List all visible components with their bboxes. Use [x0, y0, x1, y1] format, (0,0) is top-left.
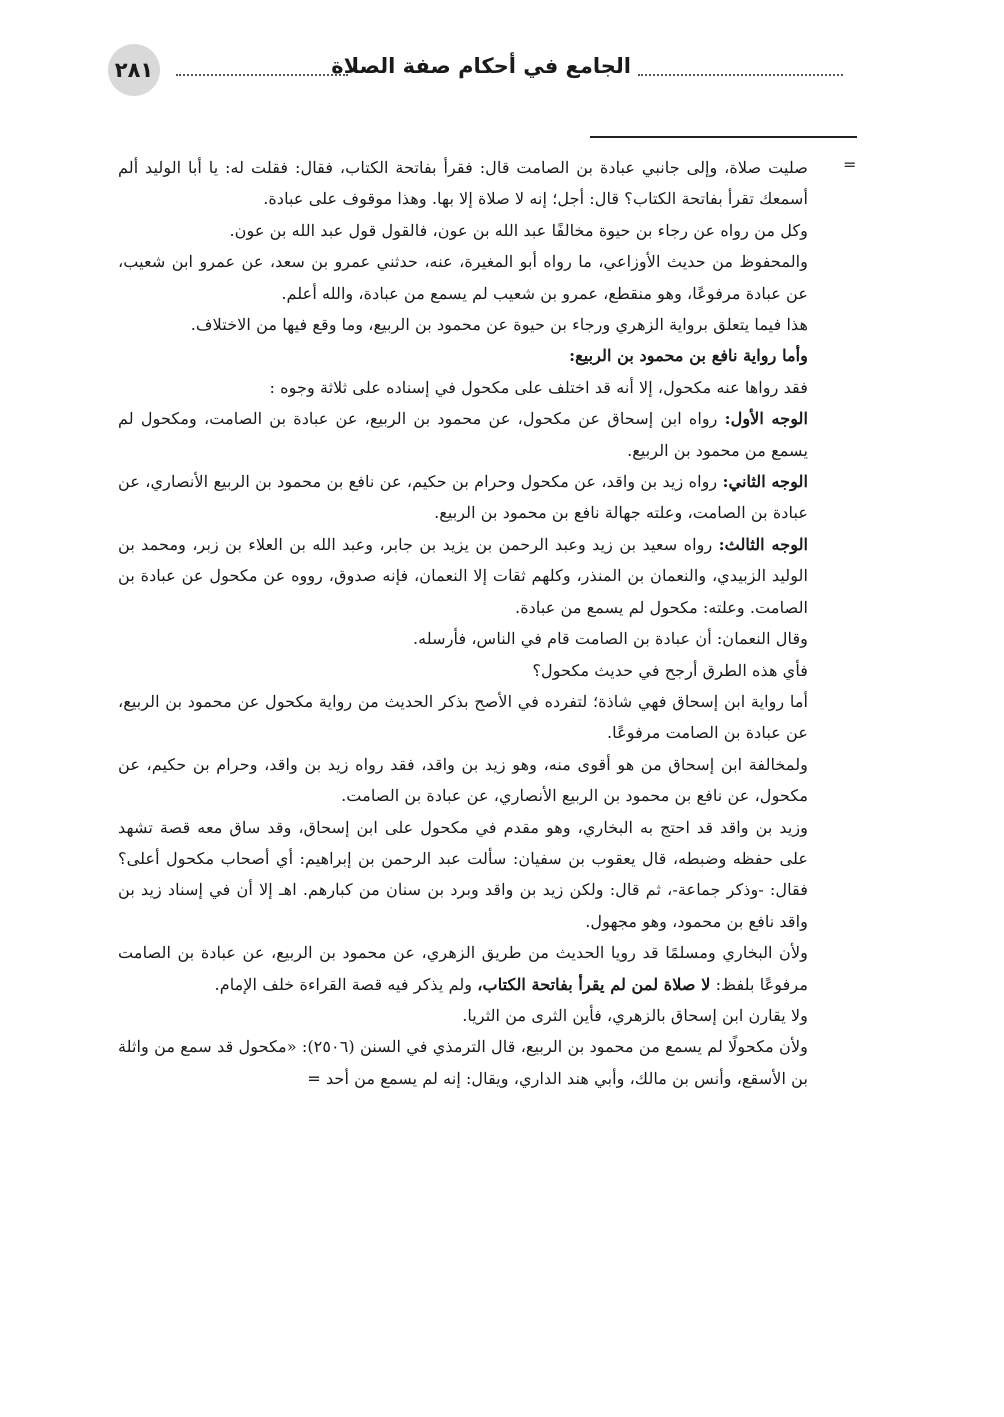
page-header [108, 44, 853, 104]
section-heading: وأما رواية نافع بن محمود بن الربيع: [569, 346, 808, 366]
paragraph: الوجه الثالث: رواه سعيد بن زيد وعبد الرحمن بن يزيد بن جابر، وعبد الله بن العلاء بن زبر، ومحمد بن الوليد الزبيدي، والنعمان بن المنذر، وكلهم ثقات إلا النعمان، فإنه صدوق، رووه عن مكحول عن عبادة بن الصامت. وعلته: مكحول لم يسمع من عبادة. [118, 534, 808, 617]
paragraph: وزيد بن واقد قد احتج به البخاري، وهو مقدم في مكحول على ابن إسحاق، وقد ساق معه قصة تشهد على حفظه وضبطه، قال يعقوب بن سفيان: سألت عبد الرحمن بن إبراهيم: أي أصحاب مكحول أعلى؟ فقال: -وذكر جماعة-، ثم قال: ولكن زيد بن واقد وبرد بن سنان من كبارهم. اهـ إلا أن في إسناد زيد بن واقد نافع بن محمود، وهو مجهول. [118, 817, 808, 931]
paragraph: الوجه الثاني: رواه زيد بن واقد، عن مكحول وحرام بن حكيم، عن نافع بن محمود بن الربيع الأنصاري، عن عبادة بن الصامت، وعلته جهالة نافع بن محمود بن الربيع. [118, 472, 808, 523]
paragraph: ولا يقارن ابن إسحاق بالزهري، فأين الثرى من الثريا. [462, 1005, 808, 1025]
paragraph: وكل من رواه عن رجاء بن حيوة مخالفًا عبد الله بن عون، فالقول قول عبد الله بن عون. [229, 220, 808, 240]
running-title: الجامع في أحكام صفة الصلاة [331, 54, 631, 78]
page-number-badge: ٢٨١ [108, 44, 160, 96]
paragraph: ولمخالفة ابن إسحاق من هو أقوى منه، وهو زيد بن واقد، فقد رواه زيد بن واقد، وحرام بن حكيم، عن مكحول، عن نافع بن محمود بن الربيع الأنصاري، عن عبادة بن الصامت. [118, 754, 808, 806]
header-dotted-leader-left [176, 74, 348, 76]
continuation-mark: = [843, 155, 857, 174]
paragraph: أما رواية ابن إسحاق فهي شاذة؛ لتفرده في الأصح بذكر الحديث من رواية مكحول عن محمود بن الربيع، عن عبادة بن الصامت مرفوعًا. [118, 691, 808, 743]
paragraph: فأي هذه الطرق أرجح في حديث مكحول؟ [532, 660, 808, 680]
paragraph: وقال النعمان: أن عبادة بن الصامت قام في الناس، فأرسله. [412, 629, 808, 649]
paragraph: هذا فيما يتعلق برواية الزهري ورجاء بن حيوة عن محمود بن الربيع، وما وقع فيها من الاختلاف. [190, 315, 808, 335]
paragraph: ولأن مكحولًا لم يسمع من محمود بن الربيع، قال الترمذي في السنن (٢٥٠٦): «مكحول قد سمع من واثلة بن الأسقع، وأنس بن مالك، وأبي هند الداري، ويقال: إنه لم يسمع من أحد = [118, 1037, 808, 1088]
term-label: الوجه الثاني: [722, 472, 808, 492]
paragraph: صليت صلاة، وإلى جانبي عبادة بن الصامت قال: فقرأ بفاتحة الكتاب، فقال: فقلت له: يا أبا الوليد ألم أسمعك تقرأ بفاتحة الكتاب؟ قال: أجل؛ إنه لا صلاة إلا بها. وهذا موقوف على عبادة. [118, 158, 808, 209]
body-text [118, 152, 808, 1094]
term-label: الوجه الثالث: [718, 534, 808, 554]
continuation-rule [590, 136, 857, 138]
paragraph: والمحفوظ من حديث الأوزاعي، ما رواه أبو المغيرة، عنه، حدثني عمرو بن سعد، عن عمرو ابن شعيب، عن عبادة مرفوعًا، وهو منقطع، عمرو بن شعيب لم يسمع من عبادة، والله أعلم. [118, 252, 808, 303]
paragraph: الوجه الأول: رواه ابن إسحاق عن مكحول، عن محمود بن الربيع، عن عبادة بن الصامت، ومكحول لم يسمع من محمود بن الربيع. [118, 409, 808, 460]
continuation-end-mark: = [307, 1068, 326, 1088]
paragraph: فقد رواها عنه مكحول، إلا أنه قد اختلف على مكحول في إسناده على ثلاثة وجوه : [269, 377, 808, 397]
paragraph: ولأن البخاري ومسلمًا قد رويا الحديث من طريق الزهري، عن محمود بن الربيع، عن عبادة بن الصامت مرفوعًا بلفظ: لا صلاة لمن لم يقرأ بفاتحة الكتاب، ولم يذكر فيه قصة القراءة خلف الإمام. [118, 943, 808, 994]
hadith-quote: لا صلاة لمن لم يقرأ بفاتحة الكتاب، [477, 974, 711, 994]
header-dotted-leader-right [638, 74, 843, 76]
term-label: الوجه الأول: [724, 409, 808, 429]
